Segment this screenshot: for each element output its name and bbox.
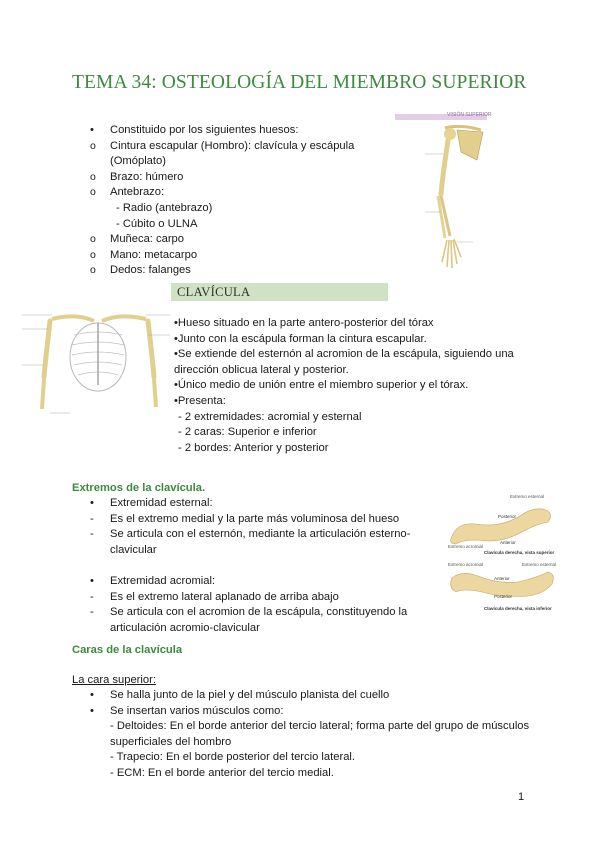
- list-item: • Se halla junto de la piel y del músculo planista del cuello: [110, 688, 529, 704]
- list-item: - Es el extremo lateral aplanado de arriba abajo: [110, 590, 410, 606]
- clavicula-point: •Único medio de unión entre el miembro superior y el tórax.: [174, 379, 469, 392]
- page-title: TEMA 34: OSTEOLOGÍA DEL MIEMBRO SUPERIOR: [72, 72, 527, 93]
- clavicula-point: dirección oblicua lateral y posterior.: [174, 363, 349, 376]
- list-item: superficiales del hombro: [110, 735, 232, 748]
- figure-label: Posterior: [494, 594, 513, 599]
- clavicula-heading: CLAVÍCULA: [177, 285, 251, 299]
- arm-skeleton-figure: [395, 112, 490, 280]
- list-item: • Extremidad esternal:: [110, 496, 410, 512]
- list-item: • Extremidad acromial:: [110, 574, 410, 590]
- list-item: o Dedos: falanges: [110, 263, 354, 279]
- clavicula-heading-bar: [171, 283, 388, 301]
- extremos-list: [110, 496, 410, 636]
- figure-caption: VISIÓN SUPERIOR: [447, 112, 492, 118]
- figure-label: Anterior: [494, 576, 510, 581]
- intro-list: [110, 123, 354, 279]
- clavicula-point: •Se extiende del esternón al acromion de la escápula, siguiendo una: [174, 348, 514, 361]
- list-item: o Antebrazo:: [110, 185, 354, 201]
- list-item: o Muñeca: carpo: [110, 232, 354, 248]
- figure-label: Posterior: [498, 514, 517, 519]
- extremos-heading: Extremos de la clavícula.: [72, 482, 206, 494]
- clavicle-inferior-figure: [448, 560, 556, 622]
- list-item: - Se articula con el esternón, mediante la articulación esterno-: [110, 527, 410, 543]
- list-item: o Brazo: húmero: [110, 170, 354, 186]
- figure-label: Extremo acromial: [448, 562, 484, 567]
- figure-label: Extremo acromial: [448, 544, 484, 549]
- torso-bones-illustration: [22, 305, 170, 425]
- clavicle-superior-figure: [448, 492, 556, 556]
- cara-superior-subheading: La cara superior:: [72, 674, 156, 686]
- clavicle-inferior-illustration: [448, 560, 556, 622]
- clavicula-description: [174, 316, 514, 456]
- list-item: - Cúbito o ULNA: [116, 217, 198, 230]
- figure-label: Anterior: [500, 540, 516, 545]
- list-item: o Cintura escapular (Hombro): clavícula y escápula: [110, 139, 354, 155]
- list-item: - ECM: En el borde anterior del tercio medial.: [110, 766, 334, 779]
- list-item: (Omóplato): [110, 155, 166, 168]
- list-item: - Se articula con el acromion de la escápula, constituyendo la: [110, 605, 410, 621]
- list-item: - Es el extremo medial y la parte más voluminosa del hueso: [110, 512, 410, 528]
- list-item: o Mano: metacarpo: [110, 248, 354, 264]
- caras-list: [110, 688, 529, 782]
- page-number: 1: [518, 791, 525, 803]
- list-item: - Deltoides: En el borde anterior del tercio lateral; forma parte del grupo de músculos: [110, 720, 530, 733]
- list-item: - Radio (antebrazo): [116, 201, 213, 214]
- caras-heading: Caras de la clavícula: [72, 644, 183, 656]
- torso-skeleton-figure: [22, 305, 170, 425]
- figure-caption: Clavícula derecha, vista inferior: [484, 606, 552, 611]
- list-item: - Trapecio: En el borde posterior del tercio lateral.: [110, 751, 356, 764]
- list-item: clavicular: [110, 543, 157, 556]
- clavicula-point: - 2 extremidades: acromial y esternal: [178, 410, 362, 423]
- clavicula-point: •Presenta:: [174, 394, 226, 407]
- figure-label: Extremo esternal: [510, 494, 545, 499]
- arm-bones-illustration: [395, 112, 490, 280]
- list-item: • Se insertan varios músculos como:: [110, 704, 529, 720]
- clavicula-point: •Junto con la escápula forman la cintura escapular.: [174, 332, 427, 345]
- figure-label: Extremo esternal: [522, 562, 557, 567]
- list-spacer: [110, 558, 410, 574]
- clavicula-point: - 2 bordes: Anterior y posterior: [178, 441, 329, 454]
- clavicula-point: - 2 caras: Superior e inferior: [178, 426, 317, 439]
- list-item: • Constituido por los siguientes huesos:: [110, 123, 354, 139]
- figure-caption: Clavícula derecha, vista superior: [484, 550, 555, 555]
- list-item: articulación acromio-clavicular: [110, 621, 260, 634]
- clavicula-point: •Hueso situado en la parte antero-posterior del tórax: [174, 317, 434, 329]
